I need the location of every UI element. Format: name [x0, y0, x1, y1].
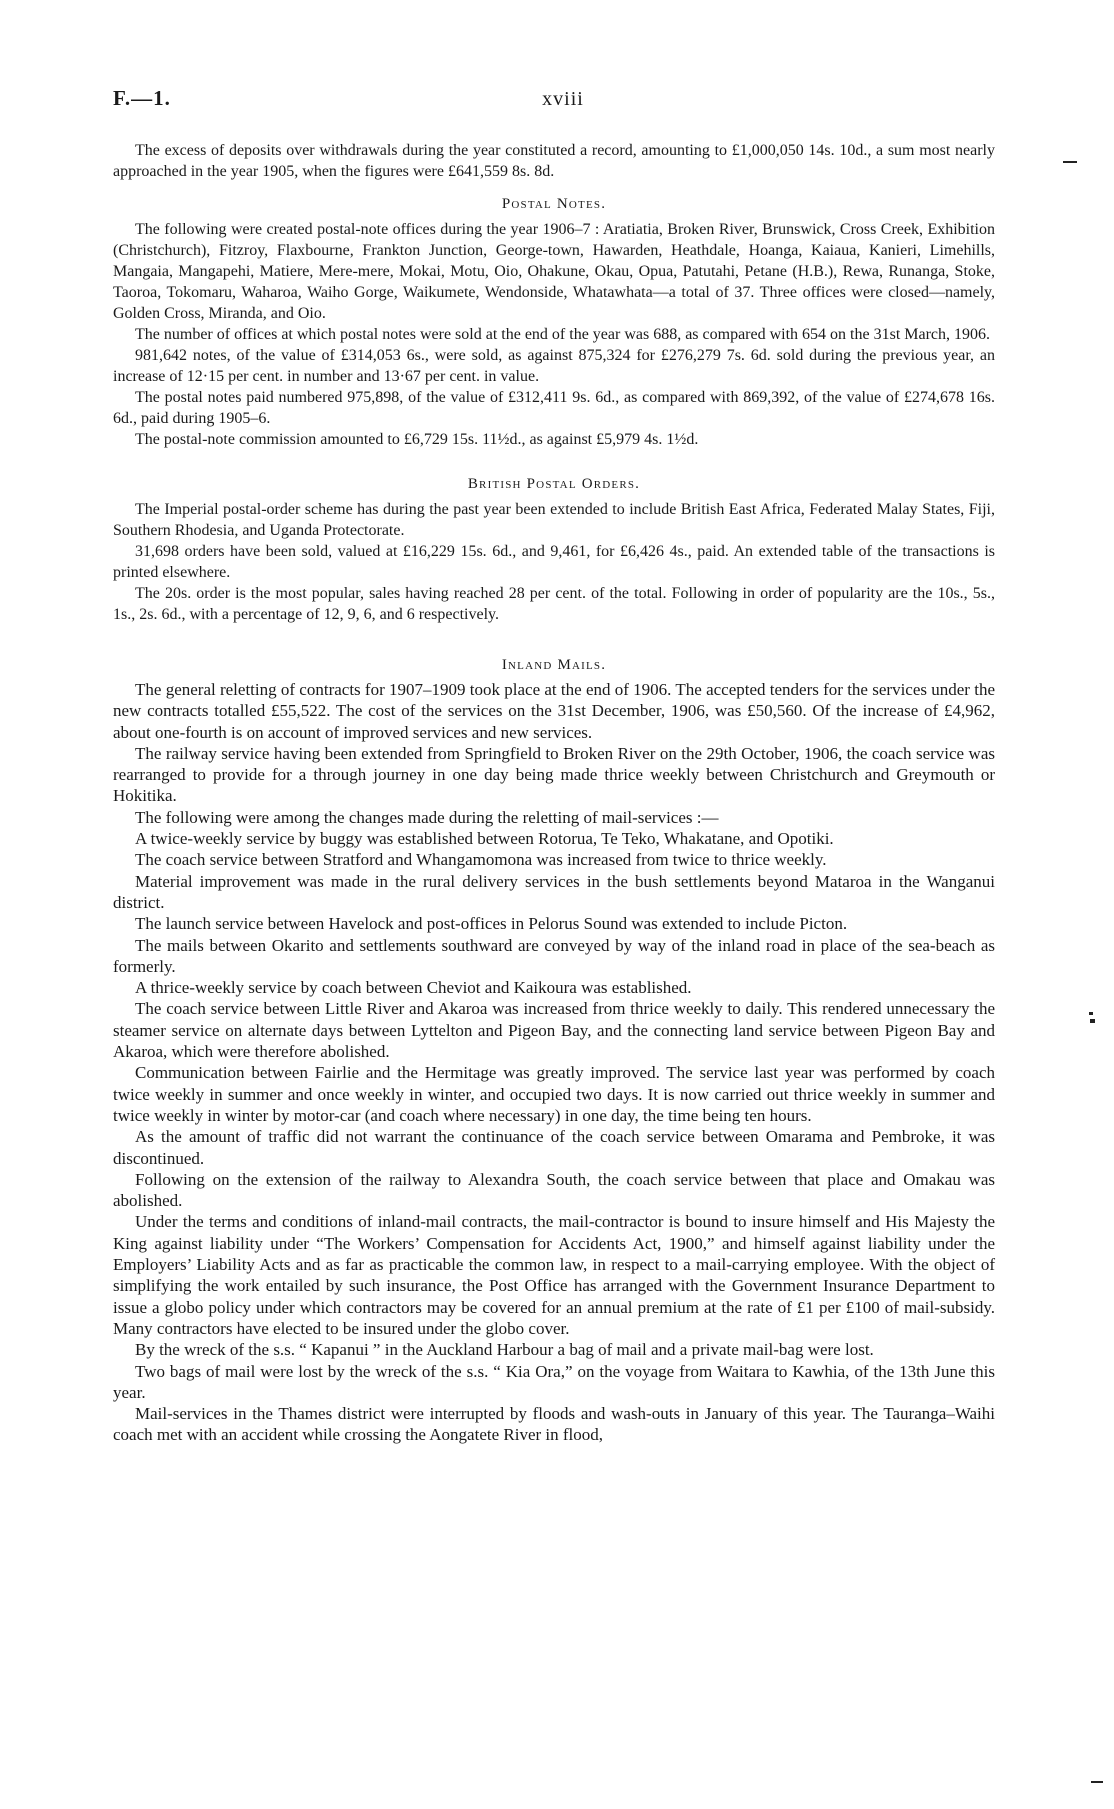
- inland-mails-paragraph: The coach service between Little River and Akaroa was increased from thrice weekly to daily. This rendered unnecessary the steamer service on alternate days between Lyttelton and Pigeon Bay, and the connecting land service between Pigeon Bay and Akaroa, which were therefore abolished.: [113, 999, 995, 1062]
- inland-mails-paragraph: Mail-services in the Thames district were interrupted by floods and wash-outs in January of this year. The Tauranga–Waihi coach met with an accident while crossing the Aongatete River in flood,: [113, 1404, 995, 1445]
- british-postal-orders-paragraph: The 20s. order is the most popular, sales having reached 28 per cent. of the total. Following in order of popularity are the 10s., 5s., 1s., 2s. 6d., with a percentage of 12, 9, 6, and 6 respectively.: [113, 585, 995, 623]
- inland-mails-section: [113, 655, 995, 1446]
- inland-mails-paragraph: Communication between Fairlie and the Hermitage was greatly improved. The service last year was performed by coach twice weekly in summer and once weekly in winter, and occupied two days. It is now carried out thrice weekly in summer and twice weekly in winter by motor-car (and coach where necessary) in one day, the time being ten hours.: [113, 1063, 995, 1125]
- inland-mails-paragraph: A thrice-weekly service by coach between Cheviot and Kaikoura was established.: [135, 978, 692, 998]
- inland-mails-paragraph: The general reletting of contracts for 1907–1909 took place at the end of 1906. The accepted tenders for the services under the new contracts totalled £55,522. The cost of the services on the 31st December, 1906, was £50,560. Of the increase of £4,962, about one-fourth is on account of improved services and new services.: [113, 680, 995, 742]
- margin-scan-mark: [1091, 1781, 1103, 1783]
- british-postal-orders-paragraph: 31,698 orders have been sold, valued at £16,229 15s. 6d., and 9,461, for £6,426 4s., paid. An extended table of the transactions is printed elsewhere.: [113, 543, 995, 581]
- inland-mails-paragraph: The coach service between Stratford and Whangamomona was increased from twice to thrice weekly.: [135, 850, 827, 870]
- british-postal-orders-paragraph: The Imperial postal-order scheme has during the past year been extended to include British East Africa, Federated Malay States, Fiji, Southern Rhodesia, and Uganda Protectorate.: [113, 501, 995, 539]
- inland-mails-paragraph: Material improvement was made in the rural delivery services in the bush settlements beyond Mataroa in the Wanganui district.: [113, 871, 995, 912]
- inland-mails-paragraph: Two bags of mail were lost by the wreck of the s.s. “ Kia Ora,” on the voyage from Waitara to Kawhia, of the 13th June this year.: [113, 1361, 995, 1402]
- page-header: [113, 86, 993, 116]
- postal-notes-paragraph: The following were created postal-note offices during the year 1906–7 : Aratiatia, Broken River, Brunswick, Cross Creek, Exhibition (Christchurch), Fitzroy, Flaxbourne, Frankton Junction, George-town, Hawarden, Heathdale, Hoanga, Kaiaua, Kanieri, Limehills, Mangaia, Mangapehi, Matiere, Mere-mere, Mokai, Motu, Oio, Ohakune, Okau, Opua, Patutahi, Petane (H.B.), Rewa, Runanga, Stoke, Taoroa, Tokomaru, Waharoa, Waiho Gorge, Waikumete, Wendonside, Whatawhata—a total of 37. Three offices were closed—namely, Golden Cross, Miranda, and Oio.: [113, 221, 995, 322]
- postal-notes-heading: Postal Notes.: [501, 196, 607, 212]
- inland-mails-paragraph: As the amount of traffic did not warrant the continuance of the coach service between Omarama and Pembroke, it was discontinued.: [113, 1127, 995, 1168]
- inland-mails-paragraph: The launch service between Havelock and post-offices in Pelorus Sound was extended to include Picton.: [135, 914, 848, 934]
- inland-mails-paragraph: Following on the extension of the railway to Alexandra South, the coach service between that place and Omakau was abolished.: [113, 1169, 995, 1211]
- margin-scan-mark: [1089, 1012, 1093, 1015]
- inland-mails-paragraph: Under the terms and conditions of inland-mail contracts, the mail-contractor is bound to insure himself and His Majesty the King against liability under “The Workers’ Compensation for Accidents Act, 1900,” and himself against liability under the Employers’ Liability Acts and as far as practicable the common law, in respect to a mail-carrying employee. With the object of simplifying the work entailed by such insurance, the Post Office has arranged with the Government Insurance Department to issue a globo policy under which contractors may be covered for an annual premium at the rate of £1 per £100 of mail-subsidy. Many contractors have elected to be insured under the globo cover.: [113, 1212, 995, 1338]
- inland-mails-paragraph: The railway service having been extended from Springfield to Broken River on the 29th October, 1906, the coach service was rearranged to provide for a through journey in one day being made thrice weekly between Christchurch and Greymouth or Hokitika.: [113, 743, 995, 806]
- document-reference: F.—1.: [113, 86, 171, 110]
- margin-scan-mark: [1063, 161, 1077, 163]
- british-postal-orders-heading: British Postal Orders.: [467, 476, 641, 492]
- postal-notes-section: [113, 194, 995, 450]
- margin-scan-mark: [1090, 1019, 1095, 1023]
- postal-notes-paragraph: The number of offices at which postal notes were sold at the end of the year was 688, as compared with 654 on the 31st March, 1906.: [135, 326, 991, 343]
- postal-notes-paragraph: The postal-note commission amounted to £6,729 15s. 11½d., as against £5,979 4s. 1½d.: [135, 431, 699, 448]
- inland-mails-paragraph: The following were among the changes made during the reletting of mail-services :—: [135, 807, 719, 827]
- intro-paragraph: The excess of deposits over withdrawals during the year constituted a record, amounting to £1,000,050 14s. 10d., a sum most nearly approached in the year 1905, when the figures were £641,559 8s. 8d.: [113, 142, 995, 180]
- inland-mails-paragraph: A twice-weekly service by buggy was established between Rotorua, Te Teko, Whakatane, and Opotiki.: [135, 829, 834, 849]
- inland-mails-paragraph: The mails between Okarito and settlements southward are conveyed by way of the inland road in place of the sea-beach as formerly.: [113, 935, 995, 976]
- british-postal-orders-section: [113, 474, 995, 625]
- postal-notes-paragraph: The postal notes paid numbered 975,898, of the value of £312,411 9s. 6d., as compared with 869,392, of the value of £274,678 16s. 6d., paid during 1905–6.: [113, 389, 995, 427]
- inland-mails-paragraph: By the wreck of the s.s. “ Kapanui ” in the Auckland Harbour a bag of mail and a private mail-bag were lost.: [135, 1340, 874, 1360]
- page-body: [113, 140, 995, 1446]
- inland-mails-heading: Inland Mails.: [501, 657, 607, 673]
- postal-notes-paragraph: 981,642 notes, of the value of £314,053 6s., were sold, as against 875,324 for £276,279 7s. 6d. sold during the previous year, an increase of 12·15 per cent. in number and 13·67 per cent. in value.: [113, 347, 995, 385]
- page-number: xviii: [542, 88, 584, 110]
